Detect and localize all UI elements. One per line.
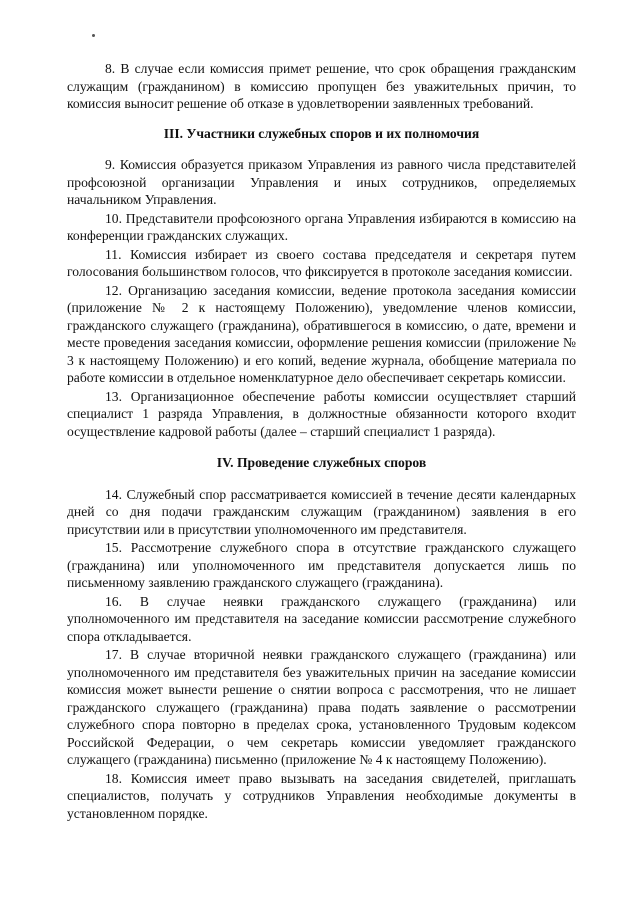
paragraph-18: 18. Комиссия имеет право вызывать на заседания свидетелей, приглашать специалистов, получать у сотрудников Управления необходимые документы в установленном порядке. bbox=[67, 770, 576, 821]
document-body bbox=[67, 60, 576, 823]
scan-speck bbox=[92, 34, 95, 37]
paragraph-16: 16. В случае неявки гражданского служащего (гражданина) или уполномоченного им представителя на заседание комиссии рассмотрение служебного спора откладывается. bbox=[67, 593, 576, 644]
paragraph-14: 14. Служебный спор рассматривается комиссией в течение десяти календарных дней со дня подачи гражданским служащим (гражданином) заявления в его присутствии или в присутствии уполномоченного им представителя. bbox=[67, 486, 576, 537]
paragraph-10: 10. Представители профсоюзного органа Управления избираются в комиссию на конференции гражданских служащих. bbox=[67, 210, 576, 243]
paragraph-9: 9. Комиссия образуется приказом Управления из равного числа представителей профсоюзной организации Управления и иных сотрудников, определяемых начальником Управления. bbox=[67, 157, 576, 207]
paragraph-11: 11. Комиссия избирает из своего состава председателя и секретаря путем голосования большинством голосов, что фиксируется в протоколе заседания комиссии. bbox=[67, 246, 576, 279]
section-heading-disputes: IV. Проведение служебных споров bbox=[216, 455, 427, 470]
paragraph-12: 12. Организацию заседания комиссии, ведение протокола заседания комиссии (приложение № 2 к настоящему Положению), уведомление членов комиссии, гражданского служащего (гражданина), обратившегося в комиссию, о дате, времени и месте проведения заседания комиссии, оформление решения комиссии (приложение № 3 к настоящему Положению) и его копий, ведение журнала, обобщение материала по работе комиссии в отдельное номенклатурное дело обеспечивает секретарь комиссии. bbox=[67, 282, 576, 385]
paragraph-8: 8. В случае если комиссия примет решение, что срок обращения гражданским служащим (гражданином) в комиссию пропущен без уважительных причин, то комиссия выносит решение об отказе в удовлетворении заявленных требований. bbox=[67, 61, 576, 111]
paragraph-17: 17. В случае вторичной неявки гражданского служащего (гражданина) или уполномоченного им представителя без уважительных причин на заседание комиссии комиссия может вынести решение о снятии вопроса с рассмотрения, что не лишает гражданского служащего (гражданина) права подать заявление о рассмотрении служебного спора повторно в пределах срока, установленного Трудовым кодексом Российской Федерации, о чем секретарь комиссии уведомляет гражданского служащего (гражданина) письменно (приложение № 4 к настоящему Положению). bbox=[67, 647, 576, 767]
paragraph-15: 15. Рассмотрение служебного спора в отсутствие гражданского служащего (гражданина) или уполномоченного им представителя допускается лишь по письменному заявлению гражданского служащего (гражданина). bbox=[67, 540, 576, 590]
paragraph-13: 13. Организационное обеспечение работы комиссии осуществляет старший специалист 1 разряда Управления, в должностные обязанности которого входит осуществление кадровой работы (далее – старший специалист 1 разряда). bbox=[67, 388, 576, 439]
section-heading-participants: III. Участники служебных споров и их полномочия bbox=[163, 125, 480, 141]
